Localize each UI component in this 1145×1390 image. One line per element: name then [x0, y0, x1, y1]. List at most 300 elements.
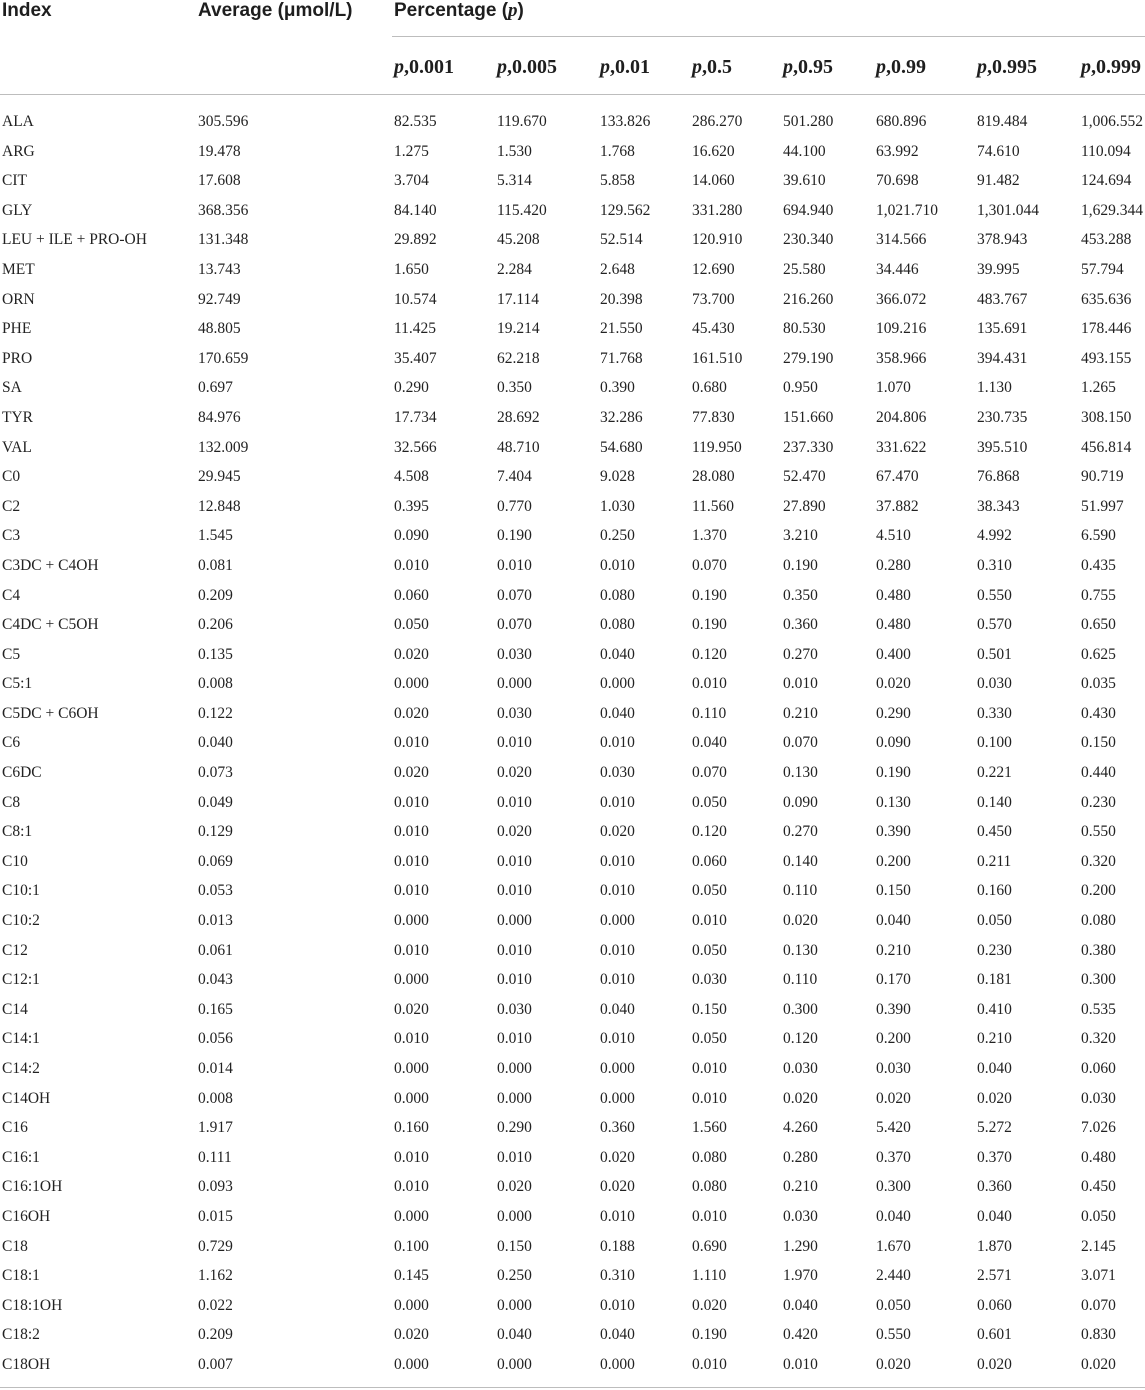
row-percentile-cell: 133.826 [600, 113, 651, 130]
percentile-header-value: ,0.005 [507, 56, 557, 78]
row-average-cell: 0.061 [198, 941, 233, 959]
row-percentile-cell: 0.330 [977, 704, 1012, 722]
row-percentile-cell: 0.010 [600, 556, 635, 574]
header-subrule [392, 36, 1145, 37]
row-percentile-cell: 0.010 [692, 1207, 727, 1225]
table-row [0, 847, 1145, 877]
row-index-cell: ORN [2, 290, 35, 308]
row-percentile-cell: 0.140 [783, 852, 818, 870]
row-percentile-cell: 19.214 [497, 320, 540, 338]
row-percentile-cell: 0.150 [497, 1237, 532, 1255]
row-percentile-cell: 0.755 [1081, 586, 1116, 604]
row-percentile-cell: 0.010 [394, 1030, 429, 1048]
row-percentile-cell: 0.020 [497, 764, 532, 782]
row-percentile-cell: 0.000 [394, 1060, 429, 1077]
row-average-cell: 0.135 [198, 645, 233, 663]
row-percentile-cell: 0.000 [497, 1207, 532, 1225]
row-percentile-cell: 0.190 [692, 1326, 727, 1344]
table-row [0, 314, 1145, 344]
row-percentile-cell: 84.140 [394, 201, 437, 219]
table-row [0, 876, 1145, 906]
row-index-cell: LEU + ILE + PRO-OH [2, 231, 147, 249]
percentile-header [497, 56, 557, 79]
row-percentile-cell: 1,301.044 [977, 201, 1039, 219]
row-percentile-cell: 308.150 [1081, 408, 1132, 426]
row-average-cell: 0.081 [198, 556, 233, 574]
percentile-header-var: p [497, 56, 507, 78]
row-percentile-cell: 0.070 [1081, 1296, 1116, 1314]
row-percentile-cell: 0.290 [394, 379, 429, 397]
row-percentile-cell: 0.035 [1081, 675, 1116, 693]
row-percentile-cell: 0.000 [394, 1296, 429, 1314]
row-average-cell: 170.659 [198, 349, 249, 367]
table-row [0, 107, 1145, 137]
row-index-cell: MET [2, 260, 35, 278]
row-percentile-cell: 0.030 [600, 764, 635, 782]
row-percentile-cell: 0.010 [394, 1178, 429, 1196]
row-percentile-cell: 0.050 [1081, 1207, 1116, 1225]
row-percentile-cell: 0.110 [783, 882, 818, 900]
row-percentile-cell: 1.670 [876, 1237, 911, 1255]
row-percentile-cell: 1.768 [600, 142, 635, 160]
row-percentile-cell: 0.020 [783, 912, 818, 930]
row-percentile-cell: 0.020 [876, 1355, 911, 1373]
row-percentile-cell: 0.040 [692, 734, 727, 752]
row-percentile-cell: 3.704 [394, 172, 429, 190]
percentile-header [876, 56, 926, 79]
row-percentile-cell: 0.010 [600, 941, 635, 959]
row-percentile-cell: 0.010 [497, 556, 532, 574]
row-percentile-cell: 5.314 [497, 172, 532, 190]
row-percentile-cell: 0.020 [876, 1089, 911, 1107]
row-percentile-cell: 0.060 [692, 852, 727, 870]
row-percentile-cell: 0.830 [1081, 1326, 1116, 1344]
row-average-cell: 0.129 [198, 823, 233, 841]
percentile-header-value: ,0.001 [404, 56, 454, 78]
row-percentile-cell: 0.020 [600, 1148, 635, 1166]
row-percentile-cell: 71.768 [600, 349, 643, 367]
row-percentile-cell: 0.040 [977, 1207, 1012, 1225]
row-percentile-cell: 52.514 [600, 231, 643, 249]
row-percentile-cell: 0.010 [692, 1060, 727, 1077]
row-index-cell: C14 [2, 1000, 28, 1018]
row-index-cell: C14:2 [2, 1060, 40, 1077]
row-index-cell: C2 [2, 497, 21, 515]
row-percentile-cell: 0.390 [876, 1000, 911, 1018]
table-row [0, 1261, 1145, 1291]
row-percentile-cell: 0.040 [783, 1296, 818, 1314]
row-percentile-cell: 395.510 [977, 438, 1028, 456]
row-percentile-cell: 493.155 [1081, 349, 1132, 367]
table-row [0, 196, 1145, 226]
row-percentile-cell: 0.080 [600, 586, 635, 604]
row-percentile-cell: 0.010 [497, 1148, 532, 1166]
row-percentile-cell: 1.370 [692, 527, 727, 545]
row-percentile-cell: 0.000 [497, 1060, 532, 1077]
row-percentile-cell: 0.550 [977, 586, 1012, 604]
row-percentile-cell: 9.028 [600, 468, 635, 486]
row-percentile-cell: 0.190 [692, 586, 727, 604]
row-index-cell: C18:1OH [2, 1296, 63, 1314]
row-percentile-cell: 0.625 [1081, 645, 1116, 663]
row-percentile-cell: 0.211 [977, 852, 1012, 870]
row-average-cell: 0.043 [198, 971, 233, 989]
row-percentile-cell: 10.574 [394, 290, 437, 308]
row-percentile-cell: 0.000 [497, 1296, 532, 1314]
row-percentile-cell: 4.510 [876, 527, 911, 545]
row-percentile-cell: 5.858 [600, 172, 635, 190]
row-percentile-cell: 0.110 [692, 704, 727, 722]
row-percentile-cell: 0.290 [876, 704, 911, 722]
row-average-cell: 29.945 [198, 468, 241, 486]
row-percentile-cell: 67.470 [876, 468, 919, 486]
row-percentile-cell: 80.530 [783, 320, 826, 338]
row-percentile-cell: 0.000 [497, 1089, 532, 1107]
row-percentile-cell: 0.010 [692, 1089, 727, 1107]
row-percentile-cell: 27.890 [783, 497, 826, 515]
table-bottom-rule [0, 1387, 1145, 1388]
percentile-header [783, 56, 833, 79]
row-index-cell: ALA [2, 113, 34, 130]
row-percentile-cell: 1.290 [783, 1237, 818, 1255]
row-percentile-cell: 4.992 [977, 527, 1012, 545]
row-percentile-cell: 483.767 [977, 290, 1028, 308]
table-row [0, 551, 1145, 581]
row-percentile-cell: 366.072 [876, 290, 927, 308]
row-percentile-cell: 0.010 [600, 1296, 635, 1314]
row-percentile-cell: 51.997 [1081, 497, 1124, 515]
row-percentile-cell: 0.010 [394, 734, 429, 752]
row-percentile-cell: 16.620 [692, 142, 735, 160]
row-percentile-cell: 1.530 [497, 142, 532, 160]
row-percentile-cell: 0.360 [783, 616, 818, 634]
row-index-cell: TYR [2, 408, 33, 426]
percentile-header-value: ,0.99 [886, 56, 926, 78]
table-row [0, 1320, 1145, 1350]
row-percentile-cell: 0.188 [600, 1237, 635, 1255]
row-percentile-cell: 70.698 [876, 172, 919, 190]
row-percentile-cell: 0.050 [692, 941, 727, 959]
row-percentile-cell: 0.320 [1081, 1030, 1116, 1048]
row-percentile-cell: 0.221 [977, 764, 1012, 782]
row-percentile-cell: 6.590 [1081, 527, 1116, 545]
row-index-cell: PHE [2, 320, 32, 338]
row-percentile-cell: 11.425 [394, 320, 437, 338]
row-percentile-cell: 2.440 [876, 1267, 911, 1285]
row-percentile-cell: 0.350 [783, 586, 818, 604]
row-percentile-cell: 0.030 [497, 704, 532, 722]
table-row [0, 1084, 1145, 1114]
row-percentile-cell: 0.690 [692, 1237, 727, 1255]
percentile-header-var: p [600, 56, 610, 78]
row-percentile-cell: 453.288 [1081, 231, 1132, 249]
row-percentile-cell: 0.770 [497, 497, 532, 515]
row-percentile-cell: 0.350 [497, 379, 532, 397]
percentile-header-value: ,0.995 [987, 56, 1037, 78]
row-percentile-cell: 0.300 [783, 1000, 818, 1018]
table-row [0, 1350, 1145, 1380]
row-percentile-cell: 0.020 [876, 675, 911, 693]
row-percentile-cell: 28.080 [692, 468, 735, 486]
row-percentile-cell: 0.280 [783, 1148, 818, 1166]
row-percentile-cell: 0.000 [394, 912, 429, 930]
row-percentile-cell: 0.395 [394, 497, 429, 515]
row-percentile-cell: 45.430 [692, 320, 735, 338]
row-percentile-cell: 3.071 [1081, 1267, 1116, 1285]
percentile-header-var: p [394, 56, 404, 78]
table-row [0, 137, 1145, 167]
table-row [0, 699, 1145, 729]
row-percentile-cell: 0.181 [977, 971, 1012, 989]
row-percentile-cell: 39.995 [977, 260, 1020, 278]
row-percentile-cell: 0.060 [977, 1296, 1012, 1314]
row-percentile-cell: 0.550 [1081, 823, 1116, 841]
row-percentile-cell: 230.340 [783, 231, 834, 249]
percentile-header-value: ,0.01 [610, 56, 650, 78]
row-percentile-cell: 0.030 [1081, 1089, 1116, 1107]
row-percentile-cell: 331.622 [876, 438, 927, 456]
row-percentile-cell: 0.100 [977, 734, 1012, 752]
row-percentile-cell: 0.150 [1081, 734, 1116, 752]
row-percentile-cell: 0.440 [1081, 764, 1116, 782]
row-average-cell: 19.478 [198, 142, 241, 160]
table-row [0, 225, 1145, 255]
row-percentile-cell: 11.560 [692, 497, 735, 515]
row-percentile-cell: 20.398 [600, 290, 643, 308]
row-percentile-cell: 0.310 [600, 1267, 635, 1285]
row-percentile-cell: 17.734 [394, 408, 437, 426]
row-percentile-cell: 0.060 [394, 586, 429, 604]
row-percentile-cell: 0.010 [600, 734, 635, 752]
row-percentile-cell: 135.691 [977, 320, 1028, 338]
row-percentile-cell: 0.130 [783, 764, 818, 782]
row-percentile-cell: 0.390 [600, 379, 635, 397]
row-percentile-cell: 0.090 [783, 793, 818, 811]
row-average-cell: 0.008 [198, 675, 233, 693]
percentile-header-var: p [876, 56, 886, 78]
row-percentile-cell: 0.010 [394, 1148, 429, 1166]
row-percentile-cell: 1.110 [692, 1267, 727, 1285]
row-percentile-cell: 0.040 [600, 645, 635, 663]
percentile-header [394, 56, 454, 79]
row-percentile-cell: 0.300 [876, 1178, 911, 1196]
row-percentile-cell: 21.550 [600, 320, 643, 338]
row-percentile-cell: 0.120 [692, 823, 727, 841]
header-percentage-suffix: ) [517, 0, 524, 21]
row-percentile-cell: 90.719 [1081, 468, 1124, 486]
row-percentile-cell: 0.040 [876, 1207, 911, 1225]
row-index-cell: C5DC + C6OH [2, 704, 99, 722]
row-percentile-cell: 0.010 [600, 852, 635, 870]
row-percentile-cell: 0.000 [394, 1355, 429, 1373]
row-percentile-cell: 3.210 [783, 527, 818, 545]
row-index-cell: ARG [2, 142, 35, 160]
row-percentile-cell: 57.794 [1081, 260, 1124, 278]
percentile-header-var: p [692, 56, 702, 78]
table-row [0, 995, 1145, 1025]
row-percentile-cell: 0.000 [600, 675, 635, 693]
row-index-cell: GLY [2, 201, 33, 219]
table-row [0, 255, 1145, 285]
row-percentile-cell: 456.814 [1081, 438, 1132, 456]
row-percentile-cell: 0.080 [1081, 912, 1116, 930]
row-percentile-cell: 4.260 [783, 1119, 818, 1137]
row-index-cell: C10 [2, 852, 28, 870]
row-percentile-cell: 0.020 [977, 1089, 1012, 1107]
row-percentile-cell: 0.030 [497, 645, 532, 663]
row-average-cell: 0.729 [198, 1237, 233, 1255]
row-index-cell: C16:1 [2, 1148, 40, 1166]
row-percentile-cell: 0.310 [977, 556, 1012, 574]
row-percentile-cell: 0.360 [977, 1178, 1012, 1196]
row-index-cell: C14OH [2, 1089, 51, 1107]
row-percentile-cell: 0.010 [394, 823, 429, 841]
row-percentile-cell: 0.410 [977, 1000, 1012, 1018]
row-average-cell: 132.009 [198, 438, 249, 456]
row-average-cell: 1.917 [198, 1119, 233, 1137]
row-percentile-cell: 91.482 [977, 172, 1020, 190]
row-percentile-cell: 0.430 [1081, 704, 1116, 722]
row-percentile-cell: 4.508 [394, 468, 429, 486]
row-percentile-cell: 1,021.710 [876, 201, 938, 219]
row-percentile-cell: 0.150 [876, 882, 911, 900]
row-percentile-cell: 0.030 [497, 1000, 532, 1018]
row-percentile-cell: 0.070 [497, 616, 532, 634]
row-percentile-cell: 7.404 [497, 468, 532, 486]
row-percentile-cell: 1.870 [977, 1237, 1012, 1255]
row-percentile-cell: 0.020 [497, 1178, 532, 1196]
row-percentile-cell: 1,006.552 [1081, 113, 1143, 130]
row-percentile-cell: 0.070 [692, 556, 727, 574]
row-average-cell: 0.007 [198, 1355, 233, 1373]
row-percentile-cell: 119.670 [497, 113, 547, 130]
row-percentile-cell: 394.431 [977, 349, 1028, 367]
row-percentile-cell: 0.120 [692, 645, 727, 663]
row-percentile-cell: 0.010 [497, 971, 532, 989]
row-percentile-cell: 109.216 [876, 320, 927, 338]
row-index-cell: C18:2 [2, 1326, 40, 1344]
row-percentile-cell: 120.910 [692, 231, 743, 249]
row-percentile-cell: 0.010 [394, 882, 429, 900]
percentile-header-var: p [1081, 56, 1091, 78]
row-index-cell: C14:1 [2, 1030, 40, 1048]
row-percentile-cell: 358.966 [876, 349, 927, 367]
row-percentile-cell: 0.000 [497, 1355, 532, 1373]
table-row [0, 1113, 1145, 1143]
row-percentile-cell: 0.020 [600, 1178, 635, 1196]
row-average-cell: 17.608 [198, 172, 241, 190]
row-percentile-cell: 0.010 [600, 971, 635, 989]
row-percentile-cell: 0.950 [783, 379, 818, 397]
row-percentile-cell: 0.010 [394, 941, 429, 959]
row-percentile-cell: 14.060 [692, 172, 735, 190]
row-percentile-cell: 0.010 [497, 793, 532, 811]
percentile-header-var: p [977, 56, 987, 78]
row-percentile-cell: 0.290 [497, 1119, 532, 1137]
row-average-cell: 0.073 [198, 764, 233, 782]
row-percentile-cell: 204.806 [876, 408, 927, 426]
table-row [0, 669, 1145, 699]
row-percentile-cell: 0.010 [600, 1030, 635, 1048]
row-average-cell: 84.976 [198, 408, 241, 426]
percentile-header [600, 56, 650, 79]
row-average-cell: 0.049 [198, 793, 233, 811]
row-percentile-cell: 124.694 [1081, 172, 1132, 190]
row-percentile-cell: 0.370 [977, 1148, 1012, 1166]
row-percentile-cell: 0.210 [977, 1030, 1012, 1048]
row-percentile-cell: 0.160 [977, 882, 1012, 900]
row-percentile-cell: 0.000 [394, 1089, 429, 1107]
row-percentile-cell: 0.040 [600, 1326, 635, 1344]
row-average-cell: 0.697 [198, 379, 233, 397]
row-percentile-cell: 0.450 [977, 823, 1012, 841]
row-index-cell: C12 [2, 941, 28, 959]
table-row [0, 1172, 1145, 1202]
row-percentile-cell: 115.420 [497, 201, 547, 219]
row-percentile-cell: 0.480 [1081, 1148, 1116, 1166]
row-percentile-cell: 0.000 [497, 675, 532, 693]
row-percentile-cell: 0.190 [497, 527, 532, 545]
row-percentile-cell: 0.010 [497, 734, 532, 752]
row-percentile-cell: 25.580 [783, 260, 826, 278]
row-percentile-cell: 0.010 [497, 1030, 532, 1048]
row-percentile-cell: 34.446 [876, 260, 919, 278]
row-percentile-cell: 635.636 [1081, 290, 1132, 308]
row-percentile-cell: 378.943 [977, 231, 1028, 249]
row-index-cell: C8:1 [2, 823, 33, 841]
row-percentile-cell: 0.050 [692, 793, 727, 811]
row-percentile-cell: 230.735 [977, 408, 1028, 426]
row-average-cell: 48.805 [198, 320, 241, 338]
row-percentile-cell: 0.680 [692, 379, 727, 397]
row-percentile-cell: 82.535 [394, 113, 437, 130]
row-percentile-cell: 0.480 [876, 616, 911, 634]
row-percentile-cell: 0.380 [1081, 941, 1116, 959]
row-percentile-cell: 0.570 [977, 616, 1012, 634]
row-percentile-cell: 1.130 [977, 379, 1012, 397]
row-average-cell: 0.040 [198, 734, 233, 752]
row-percentile-cell: 0.210 [876, 941, 911, 959]
row-percentile-cell: 0.010 [692, 912, 727, 930]
row-percentile-cell: 1.560 [692, 1119, 727, 1137]
row-percentile-cell: 1.070 [876, 379, 911, 397]
row-average-cell: 0.093 [198, 1178, 233, 1196]
row-percentile-cell: 2.284 [497, 260, 532, 278]
row-percentile-cell: 0.435 [1081, 556, 1116, 574]
row-percentile-cell: 0.020 [1081, 1355, 1116, 1373]
row-percentile-cell: 0.070 [783, 734, 818, 752]
row-percentile-cell: 77.830 [692, 408, 735, 426]
row-average-cell: 305.596 [198, 113, 249, 130]
row-percentile-cell: 0.080 [692, 1148, 727, 1166]
row-percentile-cell: 0.040 [876, 912, 911, 930]
row-average-cell: 0.022 [198, 1296, 233, 1314]
row-average-cell: 0.122 [198, 704, 233, 722]
header-percentage [394, 0, 524, 22]
row-percentile-cell: 0.010 [497, 852, 532, 870]
row-index-cell: C16:1OH [2, 1178, 63, 1196]
percentile-header-value: ,0.95 [793, 56, 833, 78]
row-percentile-cell: 0.010 [394, 793, 429, 811]
row-percentile-cell: 0.200 [876, 852, 911, 870]
row-average-cell: 0.008 [198, 1089, 233, 1107]
row-percentile-cell: 0.370 [876, 1148, 911, 1166]
row-average-cell: 0.209 [198, 1326, 233, 1344]
row-percentile-cell: 0.535 [1081, 1000, 1116, 1018]
row-percentile-cell: 0.040 [600, 1000, 635, 1018]
row-percentile-cell: 0.040 [977, 1060, 1012, 1077]
row-percentile-cell: 38.343 [977, 497, 1020, 515]
